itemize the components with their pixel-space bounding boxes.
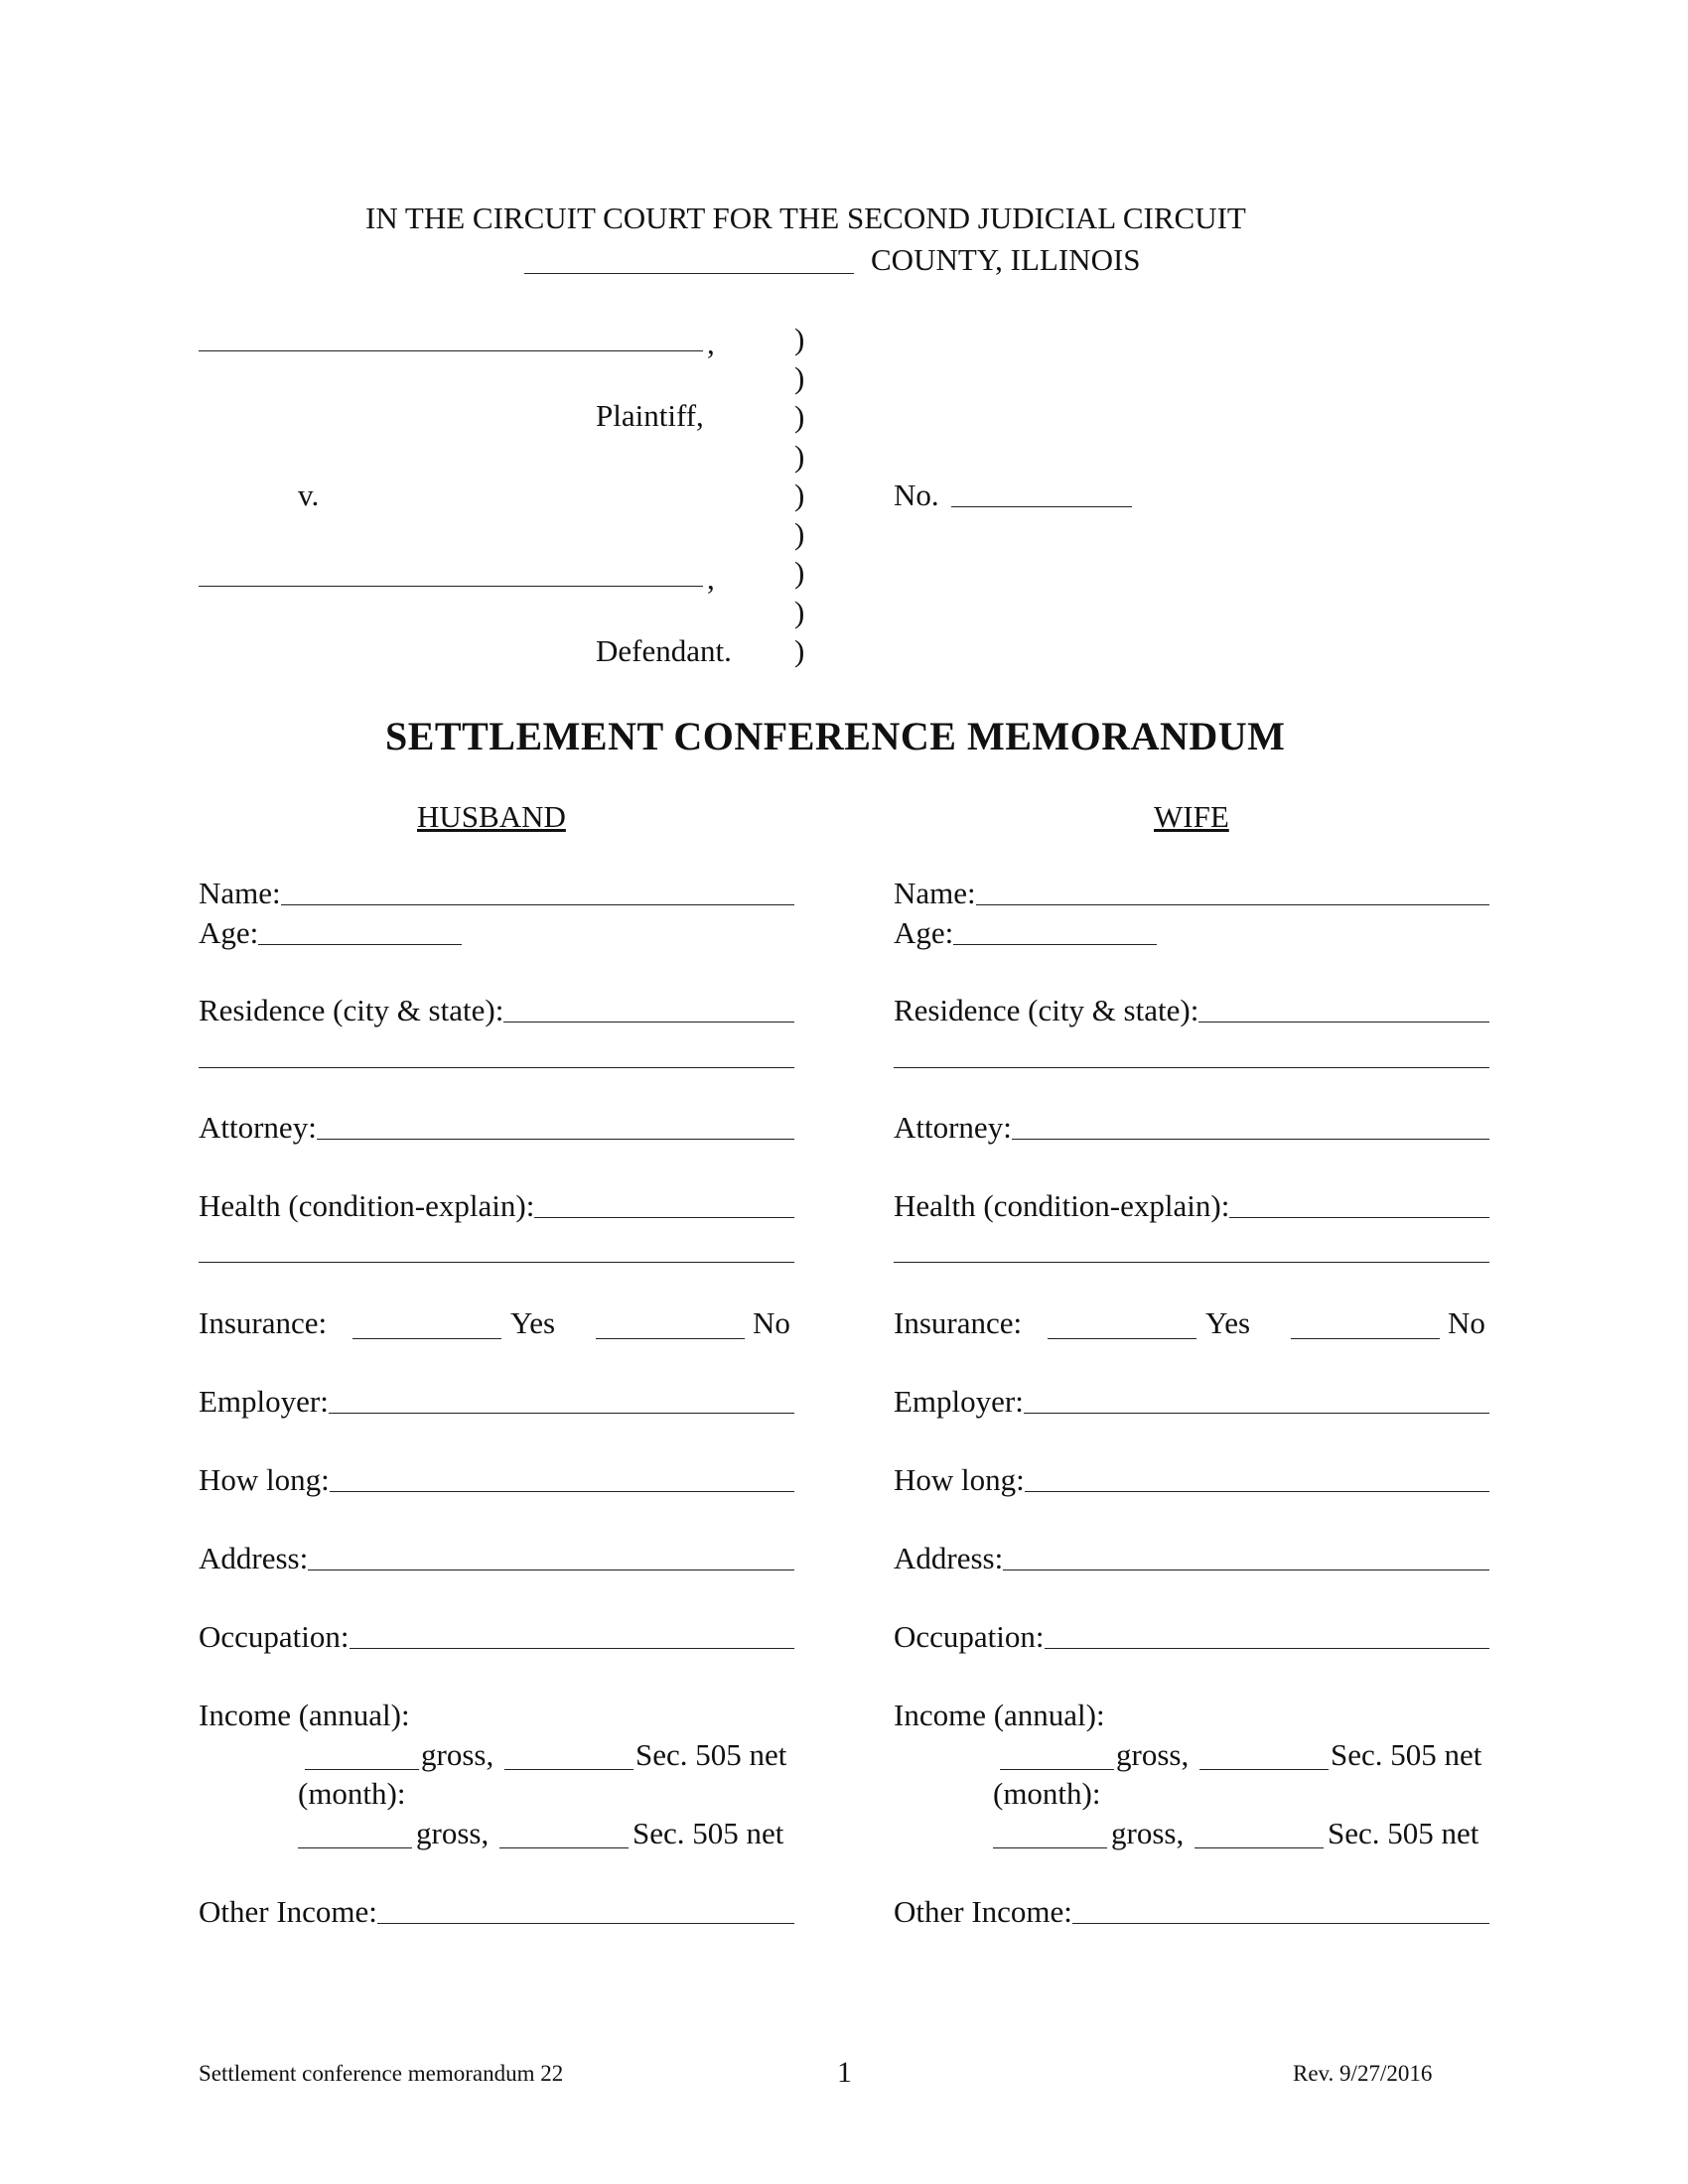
husband-name-field xyxy=(199,878,794,908)
husband-insurance-yes-blank[interactable] xyxy=(352,1338,501,1339)
husband-residence-blank[interactable] xyxy=(503,1022,794,1023)
defendant-label: Defendant. xyxy=(596,633,732,668)
wife-name-label: Name: xyxy=(894,876,976,910)
wife-attorney-field xyxy=(894,1112,1489,1143)
husband-address-label: Address: xyxy=(199,1541,309,1575)
husband-name-blank[interactable] xyxy=(281,904,794,905)
wife-month-net-label: Sec. 505 net xyxy=(1328,1816,1479,1850)
wife-employer-label: Employer: xyxy=(894,1384,1024,1419)
wife-occupation-field xyxy=(894,1621,1489,1652)
caption-paren: ) xyxy=(794,633,805,668)
husband-annual-gross-blank[interactable] xyxy=(305,1769,419,1770)
wife-month-gross-label: gross, xyxy=(1111,1816,1185,1850)
wife-residence-label: Residence (city & state): xyxy=(894,993,1199,1027)
wife-health-blank-2[interactable] xyxy=(894,1262,1489,1263)
wife-month-net-blank[interactable] xyxy=(1195,1847,1324,1848)
husband-occupation-label: Occupation: xyxy=(199,1619,350,1654)
wife-howlong-field xyxy=(894,1464,1489,1495)
husband-insurance-no-label: No xyxy=(753,1305,790,1340)
caption-paren: ) xyxy=(794,360,805,395)
husband-attorney-label: Attorney: xyxy=(199,1110,317,1145)
husband-annual-net-blank[interactable] xyxy=(504,1769,633,1770)
wife-insurance-label: Insurance: xyxy=(894,1305,1023,1340)
wife-residence-blank[interactable] xyxy=(1198,1022,1489,1023)
husband-insurance-yes-label: Yes xyxy=(510,1305,556,1340)
county-blank[interactable] xyxy=(524,273,854,274)
husband-residence-label: Residence (city & state): xyxy=(199,993,504,1027)
husband-occupation-field xyxy=(199,1621,794,1652)
wife-residence-field xyxy=(894,995,1489,1025)
wife-occupation-blank[interactable] xyxy=(1045,1648,1489,1649)
husband-health-label: Health (condition-explain): xyxy=(199,1188,535,1223)
wife-income-annual-label: Income (annual): xyxy=(894,1698,1105,1732)
husband-name-label: Name: xyxy=(199,876,281,910)
wife-annual-net-label: Sec. 505 net xyxy=(1331,1737,1482,1772)
husband-attorney-blank[interactable] xyxy=(317,1139,794,1140)
defendant-comma: , xyxy=(707,561,715,596)
wife-howlong-label: How long: xyxy=(894,1462,1025,1497)
wife-name-field xyxy=(894,878,1489,908)
husband-attorney-field xyxy=(199,1112,794,1143)
case-number-field xyxy=(894,479,1132,510)
wife-attorney-label: Attorney: xyxy=(894,1110,1012,1145)
wife-insurance-no-blank[interactable] xyxy=(1291,1338,1440,1339)
wife-age-label: Age: xyxy=(894,915,954,950)
caption-paren: ) xyxy=(794,439,805,474)
husband-employer-blank[interactable] xyxy=(329,1413,794,1414)
husband-other-income-field xyxy=(199,1896,794,1927)
wife-insurance-yes-blank[interactable] xyxy=(1048,1338,1196,1339)
wife-occupation-label: Occupation: xyxy=(894,1619,1045,1654)
wife-age-blank[interactable] xyxy=(953,944,1157,945)
defendant-name-blank[interactable] xyxy=(199,586,703,587)
wife-income-month-label: (month): xyxy=(993,1776,1101,1811)
husband-age-field xyxy=(199,917,462,948)
wife-age-field xyxy=(894,917,1157,948)
husband-address-field xyxy=(199,1543,794,1573)
wife-insurance-no-label: No xyxy=(1448,1305,1485,1340)
husband-insurance-no-blank[interactable] xyxy=(596,1338,745,1339)
wife-residence-blank-2[interactable] xyxy=(894,1067,1489,1068)
wife-health-blank[interactable] xyxy=(1229,1217,1489,1218)
caption-paren: ) xyxy=(794,322,805,356)
wife-address-field xyxy=(894,1543,1489,1573)
versus-label: v. xyxy=(298,478,320,512)
husband-employer-field xyxy=(199,1386,794,1417)
wife-health-field xyxy=(894,1190,1489,1221)
wife-health-label: Health (condition-explain): xyxy=(894,1188,1230,1223)
wife-annual-net-blank[interactable] xyxy=(1199,1769,1329,1770)
husband-month-net-blank[interactable] xyxy=(499,1847,629,1848)
wife-annual-gross-label: gross, xyxy=(1116,1737,1190,1772)
husband-age-label: Age: xyxy=(199,915,259,950)
husband-month-gross-blank[interactable] xyxy=(298,1847,412,1848)
page-number: 1 xyxy=(837,2056,852,2089)
husband-annual-gross-label: gross, xyxy=(421,1737,494,1772)
wife-annual-gross-blank[interactable] xyxy=(1000,1769,1114,1770)
wife-attorney-blank[interactable] xyxy=(1012,1139,1489,1140)
husband-howlong-label: How long: xyxy=(199,1462,330,1497)
wife-address-label: Address: xyxy=(894,1541,1004,1575)
caption-paren: ) xyxy=(794,555,805,590)
husband-annual-net-label: Sec. 505 net xyxy=(635,1737,787,1772)
husband-heading: HUSBAND xyxy=(417,799,566,834)
husband-howlong-blank[interactable] xyxy=(330,1491,794,1492)
plaintiff-comma: , xyxy=(707,326,715,360)
wife-employer-field xyxy=(894,1386,1489,1417)
husband-other-income-blank[interactable] xyxy=(377,1923,794,1924)
husband-employer-label: Employer: xyxy=(199,1384,329,1419)
husband-residence-field xyxy=(199,995,794,1025)
caption-paren: ) xyxy=(794,478,805,512)
case-number-blank[interactable] xyxy=(951,506,1132,507)
husband-age-blank[interactable] xyxy=(258,944,462,945)
wife-employer-blank[interactable] xyxy=(1024,1413,1489,1414)
husband-insurance-label: Insurance: xyxy=(199,1305,328,1340)
county-heading: COUNTY, ILLINOIS xyxy=(871,242,1141,277)
husband-other-income-label: Other Income: xyxy=(199,1894,377,1929)
court-heading: IN THE CIRCUIT COURT FOR THE SECOND JUDICIAL CIRCUIT xyxy=(365,201,1246,235)
husband-month-net-label: Sec. 505 net xyxy=(633,1816,784,1850)
husband-occupation-blank[interactable] xyxy=(350,1648,794,1649)
wife-other-income-field xyxy=(894,1896,1489,1927)
wife-howlong-blank[interactable] xyxy=(1025,1491,1489,1492)
wife-month-gross-blank[interactable] xyxy=(993,1847,1107,1848)
husband-howlong-field xyxy=(199,1464,794,1495)
husband-month-gross-label: gross, xyxy=(416,1816,490,1850)
wife-other-income-blank[interactable] xyxy=(1072,1923,1489,1924)
husband-residence-blank-2[interactable] xyxy=(199,1067,794,1068)
husband-income-annual-label: Income (annual): xyxy=(199,1698,410,1732)
husband-health-blank[interactable] xyxy=(534,1217,794,1218)
wife-other-income-label: Other Income: xyxy=(894,1894,1072,1929)
document-title: SETTLEMENT CONFERENCE MEMORANDUM xyxy=(385,714,1286,758)
footer-form-name: Settlement conference memorandum 22 xyxy=(199,2061,564,2086)
husband-income-month-label: (month): xyxy=(298,1776,406,1811)
wife-insurance-yes-label: Yes xyxy=(1205,1305,1251,1340)
plaintiff-label: Plaintiff, xyxy=(596,398,704,433)
caption-paren: ) xyxy=(794,399,805,434)
husband-health-field xyxy=(199,1190,794,1221)
caption-paren: ) xyxy=(794,516,805,551)
wife-name-blank[interactable] xyxy=(976,904,1489,905)
husband-health-blank-2[interactable] xyxy=(199,1262,794,1263)
footer-revision: Rev. 9/27/2016 xyxy=(1293,2061,1433,2086)
plaintiff-name-blank[interactable] xyxy=(199,350,703,351)
caption-paren: ) xyxy=(794,595,805,629)
case-number-label: No. xyxy=(894,478,939,512)
wife-heading: WIFE xyxy=(1154,799,1229,834)
